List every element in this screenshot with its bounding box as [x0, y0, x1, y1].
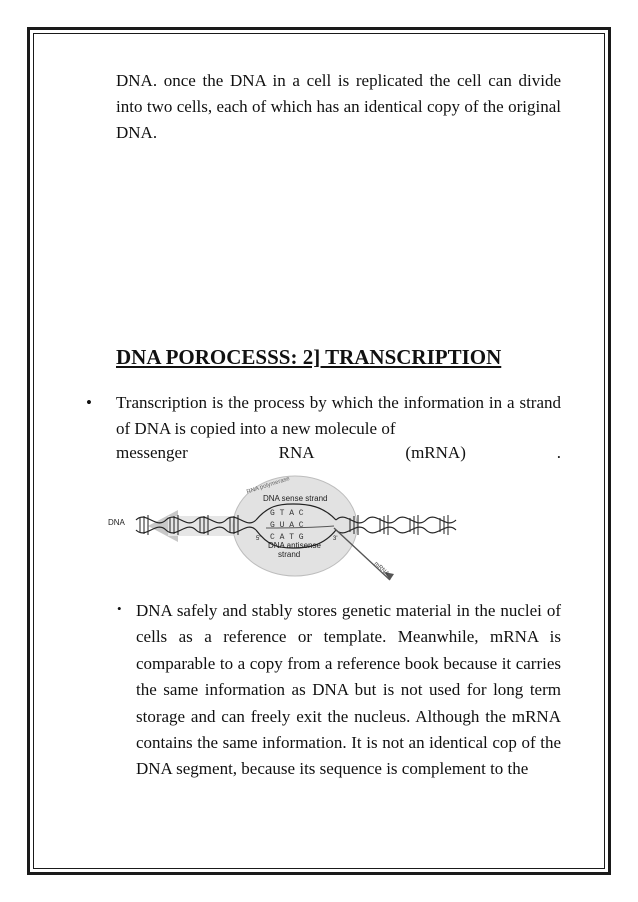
mrna-label: mRNA — [372, 561, 390, 578]
transcription-diagram — [108, 468, 478, 586]
word-mrna: (mRNA) — [405, 443, 466, 462]
word-rna: RNA — [278, 443, 315, 462]
bullet-marker-2: • — [117, 601, 122, 616]
intro-paragraph: DNA. once the DNA in a cell is replicated the cell can divide into two cells, each of which has an identical copy of the original DNA. — [116, 71, 561, 142]
dna-label: DNA — [108, 518, 125, 527]
bullet-marker: • — [86, 393, 92, 412]
section-heading: DNA POROCESSS: 2] TRANSCRIPTION — [116, 345, 502, 369]
antisense-label-2: strand — [278, 550, 301, 559]
mrna-paragraph: DNA safely and stably stores genetic material in the nuclei of cells as a reference or template. Meanwhile, mRNA is comparable to a copy from a reference book because it carries the same information as DNA but is not used for long term storage and can freely exit the nucleus. Although the mRNA contains the same information. It is not an identical cop of the DNA segment, because its sequence is complement to the — [136, 601, 561, 779]
transcription-last-line — [116, 443, 561, 463]
transcription-paragraph: Transcription is the process by which the information in a strand of DNA is copied into a new molecule of — [116, 393, 561, 438]
top-bases: G T A C — [270, 509, 304, 518]
three-prime-label: 3' — [333, 536, 338, 542]
middle-bases: G U A C — [270, 521, 304, 530]
five-prime-label: 5' — [256, 536, 261, 542]
sense-strand-label: DNA sense strand — [263, 494, 328, 503]
bottom-bases: C A T G — [270, 533, 304, 542]
word-period: . — [556, 443, 561, 462]
antisense-label-1: DNA antisense — [268, 541, 321, 550]
word-messenger: messenger — [116, 443, 188, 462]
polymerase-label: RNA polymerase — [245, 475, 291, 496]
